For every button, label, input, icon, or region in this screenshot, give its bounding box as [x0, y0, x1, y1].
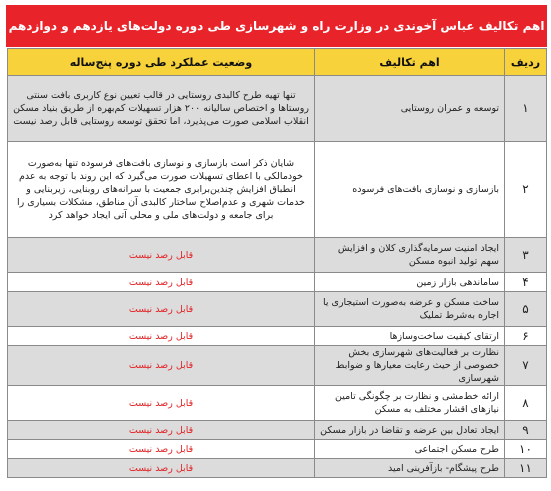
status-cell: شایان ذکر است بازسازی و نوسازی بافت‌های فرسوده تنها به‌صورت خودمالکی با اعطای تسهیلات صورت می‌گیرد که این روند با توجه به عدم انطباق افزایش چندین‌برابری جمعیت با سرانه‌های روبنایی، زیربنایی و خدمات شهری و عدم‌اصلاح ساختار کالبدی آن مناطق، مشکلات بسیاری را برای جامعه و دولت‌های ملی و محلی آتی ایجاد خواهد کرد	[8, 142, 315, 238]
table-row	[8, 76, 547, 142]
status-cell: قابل رصد نیست	[8, 459, 315, 478]
task-cell: ساخت مسکن و عرضه به‌صورت استیجاری یا اجاره به‌شرط تملیک	[315, 292, 505, 327]
task-cell: طرح پیشگام- بازآفرینی امید	[315, 459, 505, 478]
row-number: ۶	[505, 327, 547, 346]
row-number: ۱۱	[505, 459, 547, 478]
status-cell: قابل رصد نیست	[8, 273, 315, 292]
row-number: ۳	[505, 238, 547, 273]
task-cell: ارائه خط‌مشی و نظارت بر چگونگی تامین نیازهای اقشار مختلف به مسکن	[315, 386, 505, 421]
header-row-number: ردیف	[505, 49, 547, 76]
task-cell: توسعه و عمران روستایی	[315, 76, 505, 142]
table-row	[8, 386, 547, 421]
header-task: اهم تکالیف	[315, 49, 505, 76]
status-cell: تنها تهیه طرح کالبدی روستایی در قالب تعیین نوع کاربری بافت سنتی روستاها و اختصاص سالیانه ۲۰۰ هزار تسهیلات کم‌بهره از طریق بنیاد مسکن انقلاب اسلامی صورت می‌پذیرد، اما تحقق توسعه روستایی قابل رصد نیست	[8, 76, 315, 142]
table-row	[8, 440, 547, 459]
task-cell: ساماندهی بازار زمین	[315, 273, 505, 292]
table-row	[8, 327, 547, 346]
status-cell: قابل رصد نیست	[8, 238, 315, 273]
row-number: ۲	[505, 142, 547, 238]
task-cell: طرح مسکن اجتماعی	[315, 440, 505, 459]
task-cell: ارتقای کیفیت ساخت‌وسازها	[315, 327, 505, 346]
status-cell: قابل رصد نیست	[8, 440, 315, 459]
task-cell: ایجاد تعادل بین عرضه و تقاضا در بازار مسکن	[315, 421, 505, 440]
status-cell: قابل رصد نیست	[8, 421, 315, 440]
row-number: ۴	[505, 273, 547, 292]
table-row	[8, 346, 547, 386]
status-cell: قابل رصد نیست	[8, 346, 315, 386]
tasks-table	[7, 48, 547, 478]
status-cell: قابل رصد نیست	[8, 327, 315, 346]
row-number: ۹	[505, 421, 547, 440]
table-row	[8, 459, 547, 478]
table-row	[8, 421, 547, 440]
status-cell: قابل رصد نیست	[8, 292, 315, 327]
row-number: ۷	[505, 346, 547, 386]
task-cell: بازسازی و نوسازی بافت‌های فرسوده	[315, 142, 505, 238]
row-number: ۸	[505, 386, 547, 421]
table-row	[8, 142, 547, 238]
task-cell: نظارت بر فعالیت‌های شهرسازی بخش خصوصی از حیث رعایت معیارها و ضوابط شهرسازی	[315, 346, 505, 386]
row-number: ۱۰	[505, 440, 547, 459]
header-status: وضعیت عملکرد طی دوره پنج‌ساله	[8, 49, 315, 76]
row-number: ۱	[505, 76, 547, 142]
table-row	[8, 292, 547, 327]
task-cell: ایجاد امنیت سرمایه‌گذاری کلان و افزایش سهم تولید انبوه مسکن	[315, 238, 505, 273]
figure-title: اهم تکالیف عباس آخوندی در وزارت راه و شهرسازی طی دوره دولت‌های یازدهم و دوازدهم	[6, 5, 547, 47]
table-header-row	[8, 49, 547, 76]
table-row	[8, 238, 547, 273]
status-cell: قابل رصد نیست	[8, 386, 315, 421]
row-number: ۵	[505, 292, 547, 327]
table-row	[8, 273, 547, 292]
